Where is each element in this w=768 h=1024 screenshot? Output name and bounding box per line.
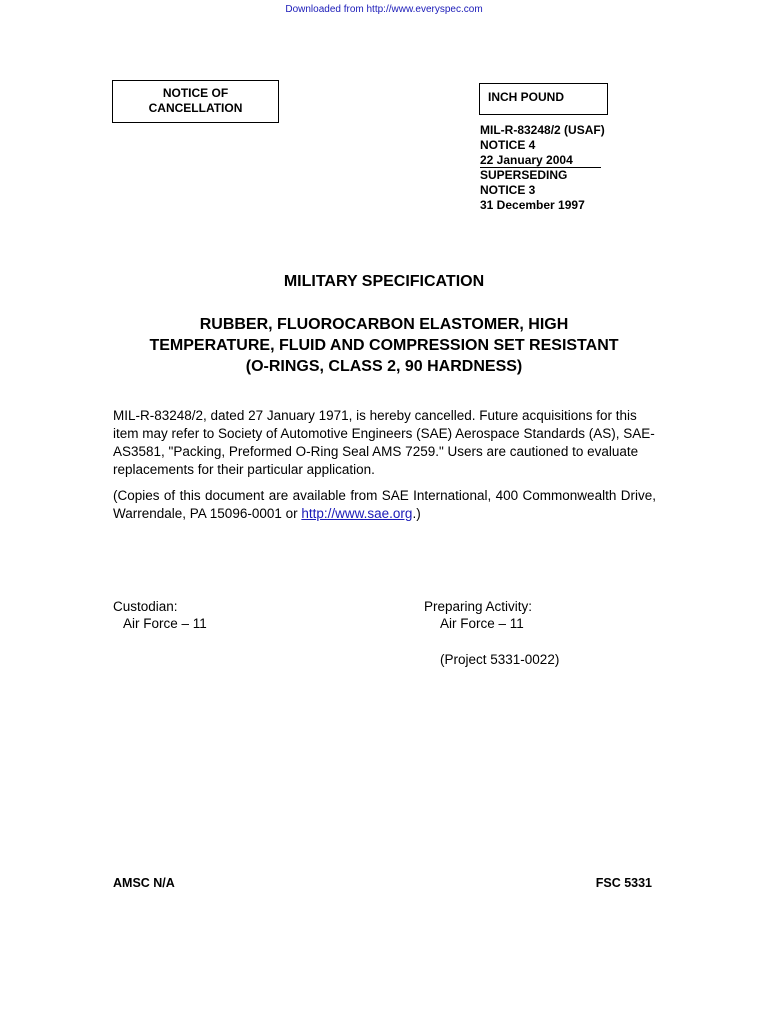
custodian-label: Custodian:: [113, 599, 178, 614]
sae-link[interactable]: http://www.sae.org: [301, 506, 413, 521]
inch-pound-box: [479, 83, 608, 115]
notice-number: NOTICE 4: [480, 138, 536, 152]
copies-paragraph: [113, 487, 656, 523]
preparing-activity-label: Preparing Activity:: [424, 599, 533, 614]
notice-of-cancellation-box: [112, 80, 279, 123]
everyspec-download-link[interactable]: Downloaded from http://www.everyspec.com: [285, 4, 483, 15]
title-line: RUBBER, FLUOROCARBON ELASTOMER, HIGH: [199, 316, 569, 333]
inch-pound-label: INCH POUND: [488, 90, 565, 104]
spec-heading: MILITARY SPECIFICATION: [283, 273, 485, 290]
doc-number: MIL-R-83248/2 (USAF): [480, 123, 605, 137]
fsc-label: FSC 5331: [595, 876, 652, 890]
previous-date: 31 December 1997: [480, 198, 585, 212]
title-line: TEMPERATURE, FLUID AND COMPRESSION SET RESISTANT: [149, 337, 619, 354]
custodian-value: Air Force – 11: [123, 616, 207, 631]
copies-text: (Copies of this document are available from SAE International, 400 Commonwealth Drive, Warrendale, PA 15096-0001 or: [113, 488, 656, 521]
superseding-label: SUPERSEDING: [480, 168, 568, 182]
title-line: (O-RINGS, CLASS 2, 90 HARDNESS): [245, 358, 523, 375]
notice-info-block: [480, 123, 605, 213]
previous-notice: NOTICE 3: [480, 183, 536, 197]
notice-box-line1: NOTICE OF: [162, 86, 229, 100]
copies-text-end: .): [412, 506, 421, 521]
document-title: [112, 314, 656, 377]
notice-box-line2: CANCELLATION: [148, 101, 243, 115]
amsc-label: AMSC N/A: [113, 876, 175, 890]
preparing-activity-value: Air Force – 11: [440, 616, 524, 631]
project-number: (Project 5331-0022): [440, 652, 560, 667]
notice-date: 22 January 2004: [480, 153, 601, 168]
cancellation-paragraph: MIL-R-83248/2, dated 27 January 1971, is hereby cancelled. Future acquisitions for this item may refer to Society of Automotive Engineers (SAE) Aerospace Standards (AS), SAE-AS3581, "Packing, Preformed O-Ring Seal AMS 7259." Users are cautioned to evaluate replacements for their particular application.: [113, 408, 655, 477]
